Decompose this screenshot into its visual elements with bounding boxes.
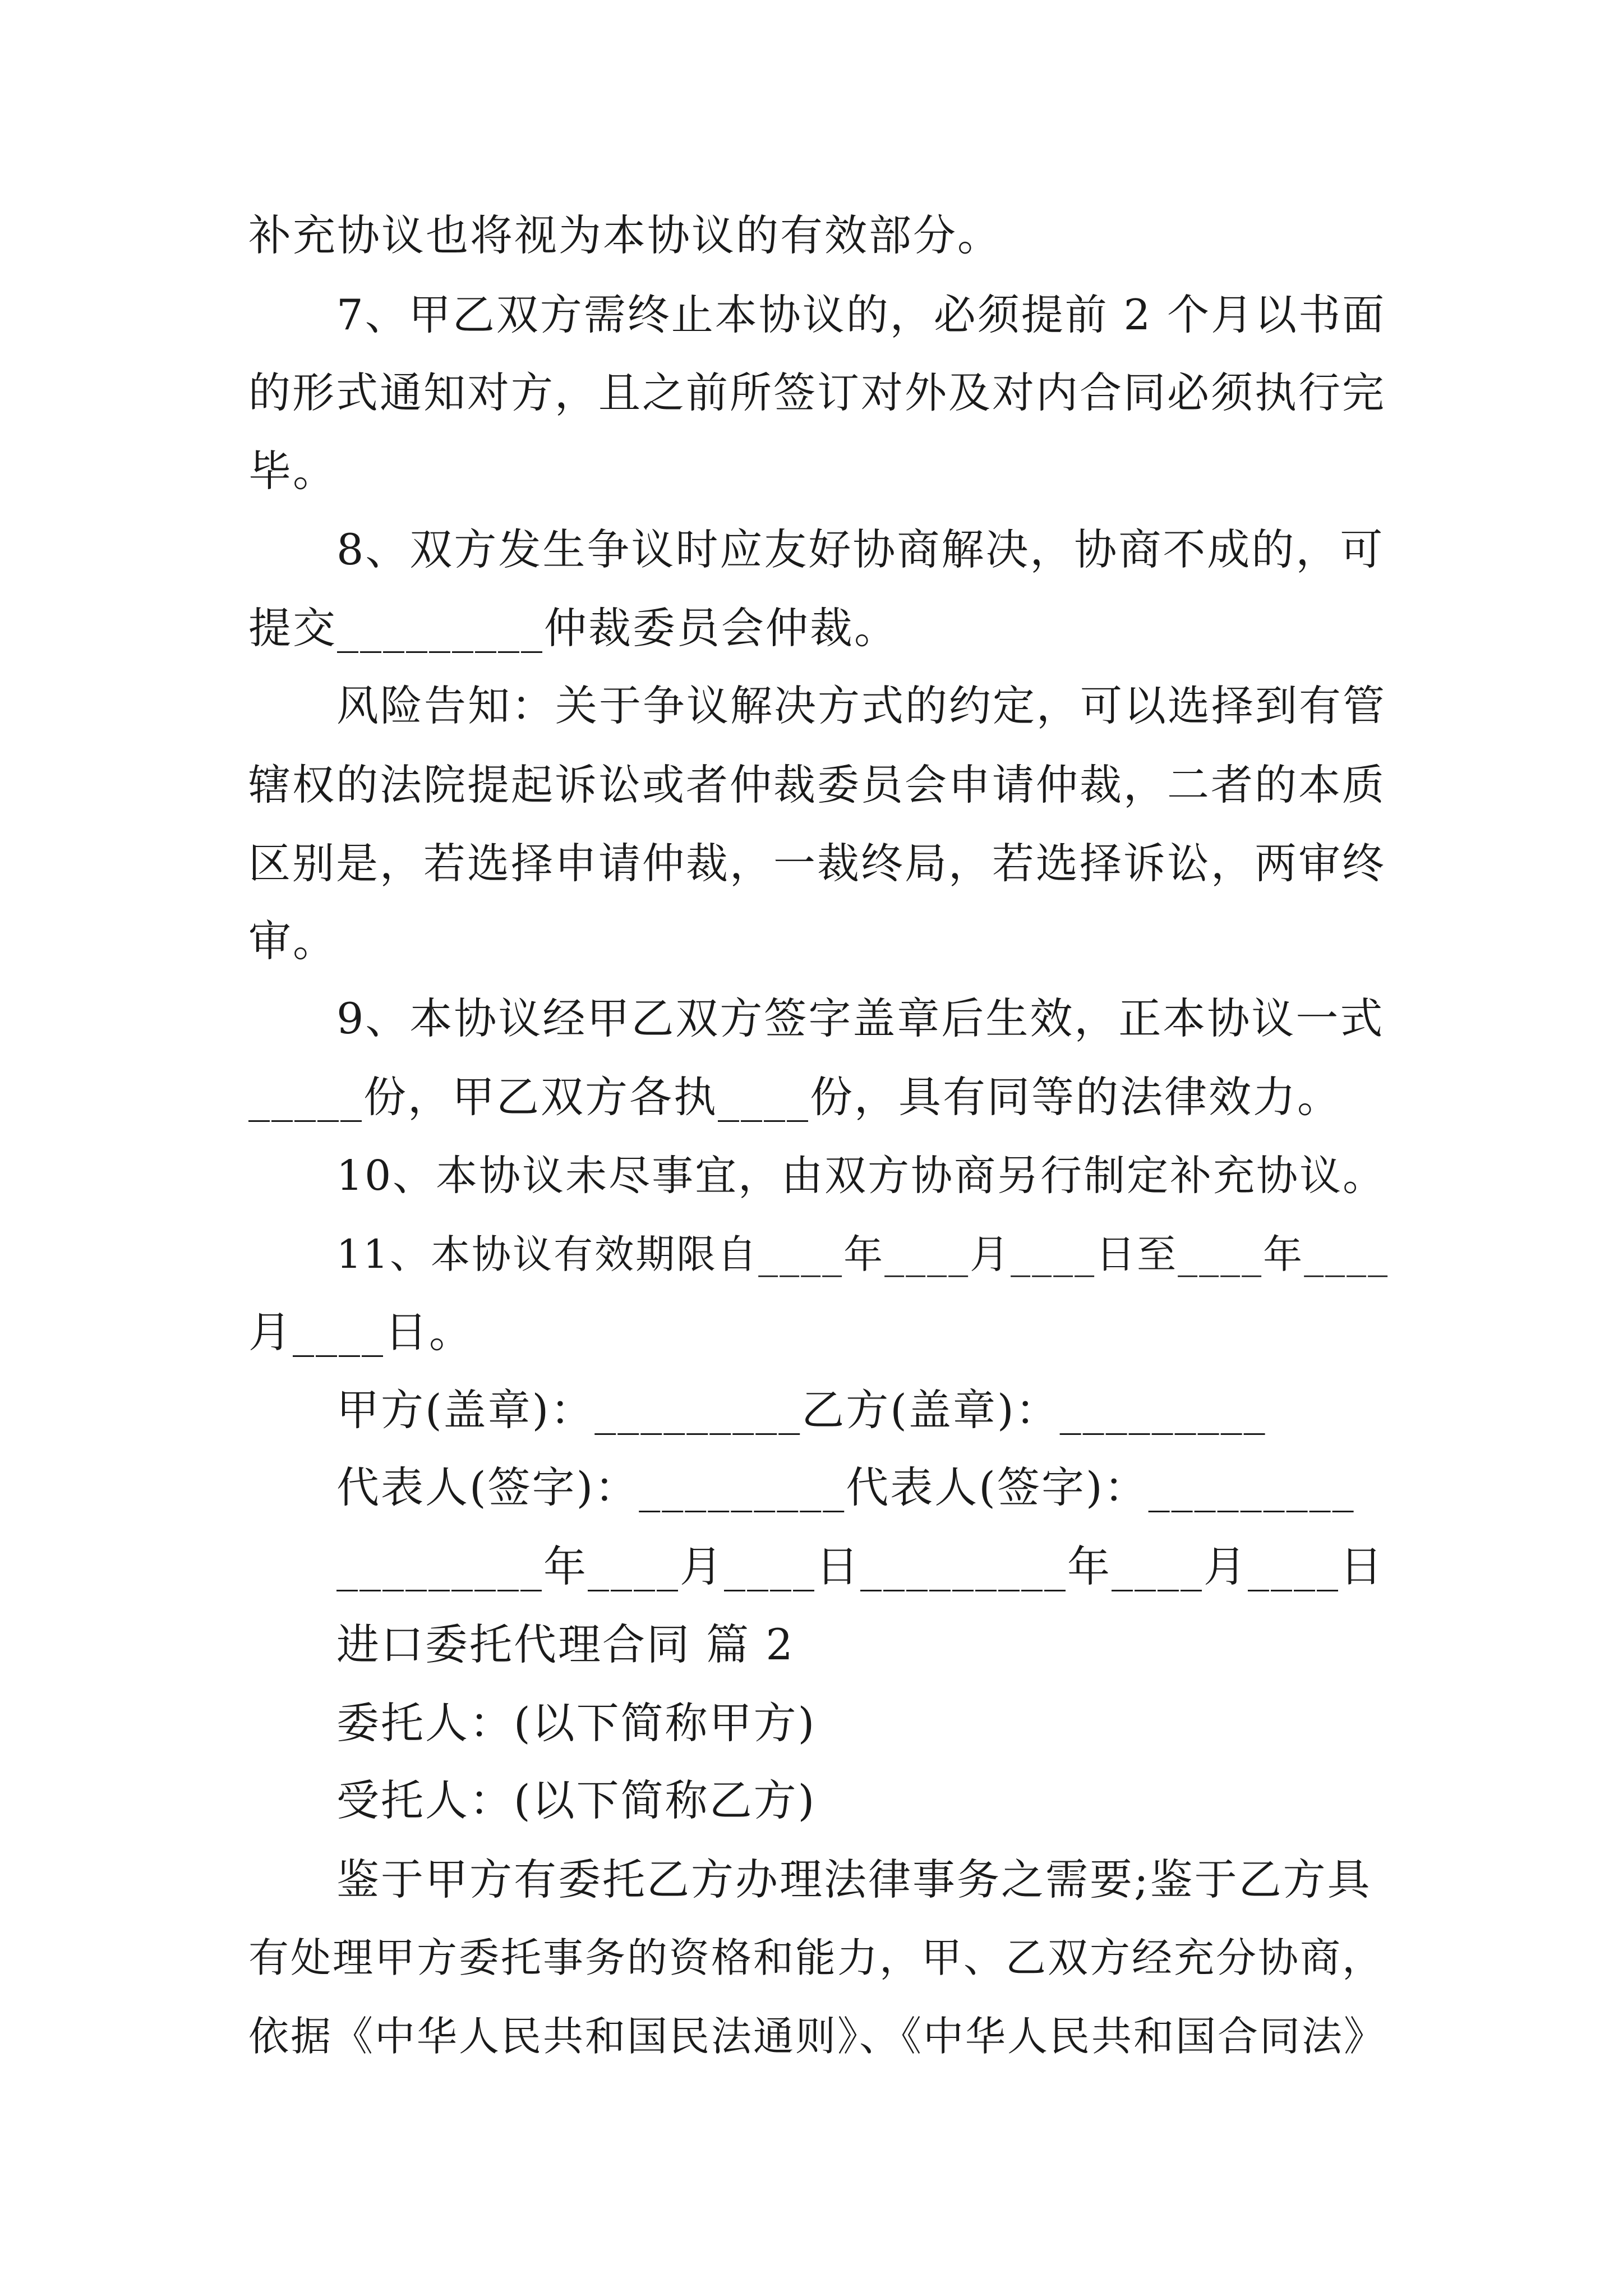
text-line: 毕。	[248, 446, 337, 496]
text-line: 10、本协议未尽事宜，由双方协商另行制定补充协议。	[336, 1152, 1386, 1200]
text-line: 7、甲乙双方需终止本协议的，必须提前 2 个月以书面	[336, 290, 1386, 339]
text-line: 受托人：(以下简称乙方)	[336, 1775, 817, 1825]
text-line: 代表人(签字)：_________代表人(签字)：_________	[336, 1462, 1355, 1512]
text-line: _________年____月____日_________年____月____日	[336, 1542, 1384, 1591]
text-line: 委托人：(以下简称甲方)	[336, 1698, 817, 1748]
text-line: 区别是，若选择申请仲裁，一裁终局，若选择诉讼，两审终	[248, 839, 1386, 888]
text-line: 风险告知：关于争议解决方式的约定，可以选择到有管	[336, 681, 1387, 730]
text-line: 提交_________仲裁委员会仲裁。	[248, 603, 898, 653]
text-line: 补充协议也将视为本协议的有效部分。	[248, 210, 1002, 260]
text-line: 11、本协议有效期限自____年____月____日至____年____	[336, 1231, 1390, 1277]
text-line: 8、双方发生争议时应友好协商解决，协商不成的，可	[336, 524, 1385, 574]
text-line: 审。	[248, 916, 337, 966]
section-heading: 进口委托代理合同 篇 2	[336, 1619, 795, 1669]
text-line: 的形式通知对方，且之前所签订对外及对内合同必须执行完	[248, 368, 1386, 417]
text-line: 鉴于甲方有委托乙方办理法律事务之需要;鉴于乙方具	[336, 1855, 1372, 1904]
text-line: 依据《中华人民共和国民法通则》、《中华人民共和国合同法》	[248, 2013, 1386, 2060]
text-line: 月____日。	[248, 1307, 473, 1357]
text-line: 辖权的法院提起诉讼或者仲裁委员会申请仲裁，二者的本质	[248, 760, 1386, 809]
text-line: 有处理甲方委托事务的资格和能力，甲、乙双方经充分协商，	[248, 1934, 1385, 1981]
text-line: _____份，甲乙双方各执____份，具有同等的法律效力。	[248, 1072, 1341, 1122]
text-line: 甲方(盖章)：_________乙方(盖章)：_________	[336, 1385, 1267, 1435]
text-line: 9、本协议经甲乙双方签字盖章后生效，正本协议一式	[336, 993, 1385, 1043]
